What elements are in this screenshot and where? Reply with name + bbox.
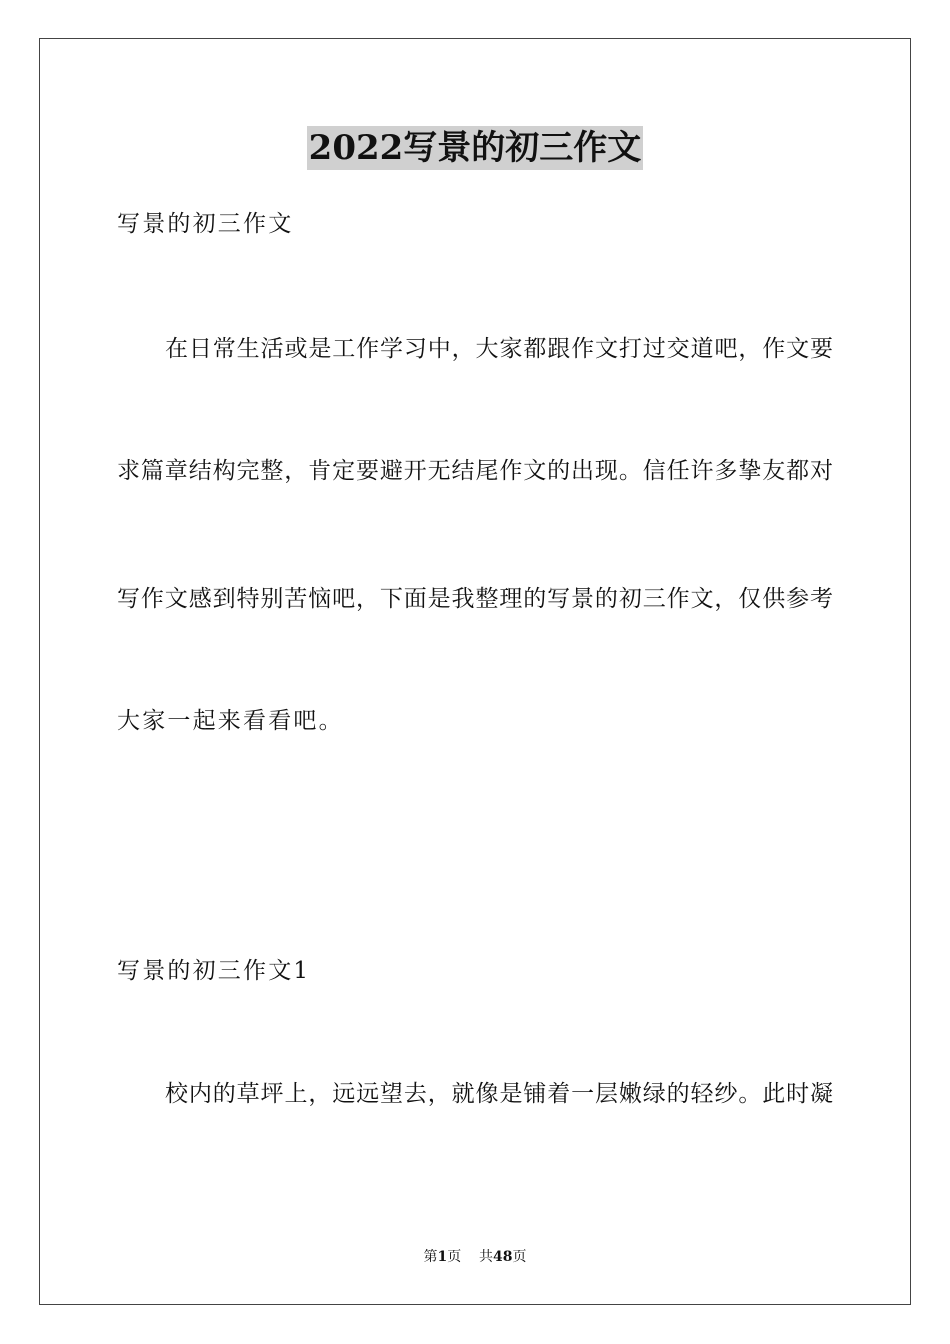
intro-line-2: 求篇章结构完整，肯定要避开无结尾作文的出现。信任许多挚友都对 bbox=[117, 458, 833, 484]
title-container bbox=[0, 126, 950, 170]
total-prefix: 共 bbox=[479, 1249, 494, 1265]
intro-line-3: 写作文感到特别苦恼吧，下面是我整理的写景的初三作文，仅供参考 bbox=[117, 586, 833, 612]
section-heading: 写景的初三作文1 bbox=[117, 958, 311, 984]
document-title: 2022写景的初三作文 bbox=[308, 128, 642, 168]
total-suffix: 页 bbox=[512, 1249, 527, 1265]
page-total: 48 bbox=[493, 1249, 513, 1265]
page-suffix: 页 bbox=[447, 1249, 462, 1265]
intro-line-4: 大家一起来看看吧。 bbox=[117, 708, 344, 734]
intro-line-1: 在日常生活或是工作学习中，大家都跟作文打过交道吧，作文要 bbox=[165, 336, 833, 362]
page-prefix: 第 bbox=[423, 1249, 438, 1265]
page-number: 1 bbox=[437, 1249, 448, 1265]
document-subtitle: 写景的初三作文 bbox=[117, 211, 294, 237]
page-footer bbox=[0, 1247, 950, 1267]
section-line-1: 校内的草坪上，远远望去，就像是铺着一层嫩绿的轻纱。此时凝 bbox=[165, 1081, 833, 1107]
